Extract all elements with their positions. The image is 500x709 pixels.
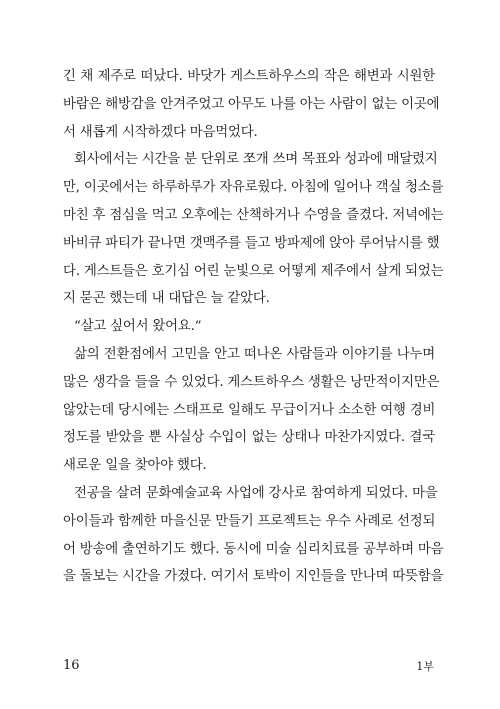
text-line: 전공을 살려 문화예술교육 사업에 강사로 참여하게 되었다. 마을 (74, 485, 438, 501)
text-line: 정도를 받았을 뿐 사실상 수입이 없는 상태나 마찬가지였다. 결국 (63, 430, 435, 446)
text-line: 마친 후 점심을 먹고 오후에는 산책하거나 수영을 즐겼다. 저녁에는 (63, 207, 444, 223)
text-line: 어 방송에 출연하기도 했다. 동시에 미술 심리치료를 공부하며 마음 (63, 541, 444, 557)
text-line: 긴 채 제주로 떠났다. 바닷가 게스트하우스의 작은 해변과 시원한 (63, 69, 435, 84)
section-label: 1부 (416, 660, 434, 673)
text-line: 바비큐 파티가 끝나면 갯맥주를 들고 방파제에 앉아 루어낚시를 했 (63, 235, 440, 251)
text-line: 서 새롭게 시작하겠다 마음먹었다. (63, 124, 258, 140)
text-line: 바람은 해방감을 안겨주었고 아무도 나를 아는 사람이 없는 이곳에 (63, 96, 440, 112)
text-line: “살고 싶어서 왔어요.” (74, 319, 202, 335)
text-line: 만, 이곳에서는 하루하루가 자유로웠다. 아침에 일어나 객실 청소를 (63, 180, 444, 196)
text-line: 아이들과 함께한 마을신문 만들기 프로젝트는 우수 사례로 선정되 (63, 513, 436, 529)
page-number: 16 (63, 658, 80, 673)
text-line: 회사에서는 시간을 분 단위로 쪼개 쓰며 목표와 성과에 매달렸지 (74, 152, 438, 168)
text-line: 않았는데 당시에는 스태프로 일해도 무급이거나 소소한 여행 경비 (63, 402, 436, 418)
text-line: 다. 게스트들은 호기심 어린 눈빛으로 어떻게 제주에서 살게 되었는 (63, 263, 444, 279)
text-line: 많은 생각을 들을 수 있었다. 게스트하우스 생활은 낭만적이지만은 (63, 374, 440, 390)
body-text (63, 63, 444, 591)
text-line: 새로운 일을 찾아야 했다. (63, 458, 207, 474)
text-line: 지 묻곤 했는데 내 대답은 늘 같았다. (63, 291, 270, 307)
text-line: 삶의 전환점에서 고민을 안고 떠나온 사람들과 이야기를 나누며 (74, 346, 435, 362)
text-line: 을 돌보는 시간을 가졌다. 여기서 토박이 지인들을 만나며 따뜻함을 (63, 569, 444, 585)
